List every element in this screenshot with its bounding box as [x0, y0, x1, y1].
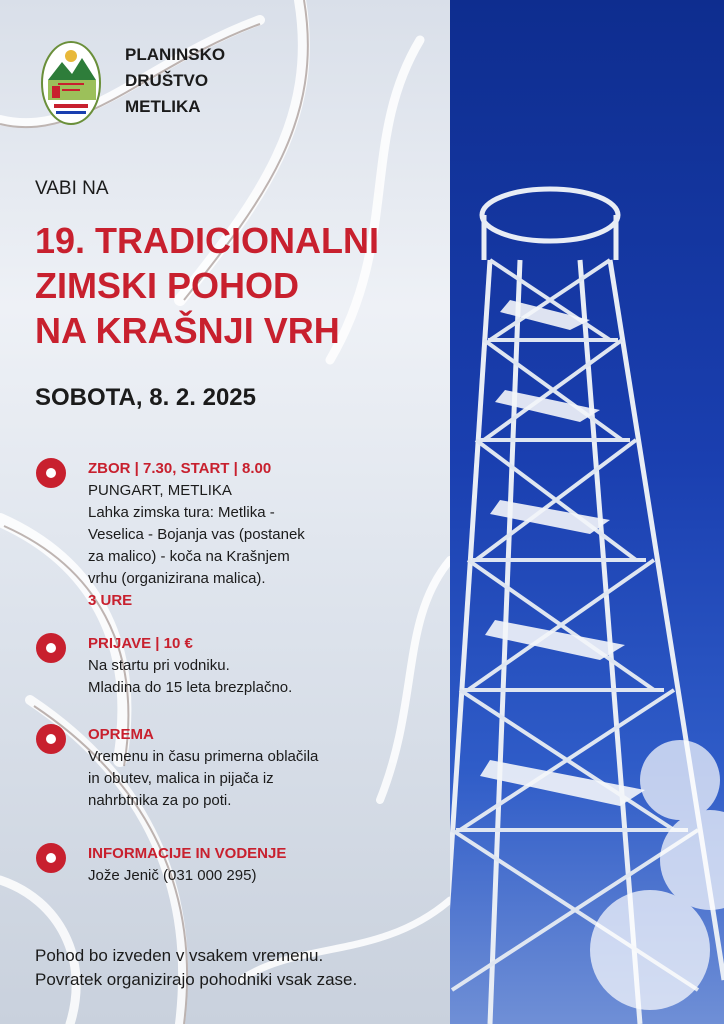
equipment-heading: OPREMA — [88, 726, 154, 743]
registration-heading: PRIJAVE — [88, 635, 152, 652]
equipment-line-3: nahrbtnika za po poti. — [88, 792, 232, 809]
route-line-3: za malico) - koča na Krašnjem — [88, 548, 290, 565]
route-line-4: vrhu (organizirana malica). — [88, 570, 266, 587]
red-circle-bullet-icon — [36, 633, 66, 663]
lookout-tower-photo — [450, 0, 724, 1024]
footer-note — [35, 944, 357, 992]
info-section — [36, 843, 436, 891]
organization-line-1: PLANINSKO — [125, 45, 226, 64]
registration-line-2: Mladina do 15 leta brezplačno. — [88, 679, 293, 696]
route-line-1: Lahka zimska tura: Metlika - — [88, 504, 275, 521]
meeting-time: | 7.30, — [134, 460, 177, 477]
registration-price: | 10 € — [155, 635, 193, 652]
club-logo — [40, 40, 102, 126]
registration-line-1: Na startu pri vodniku. — [88, 657, 230, 674]
red-circle-bullet-icon — [36, 458, 66, 488]
meeting-heading: ZBOR — [88, 460, 131, 477]
footer-line-2: Povratek organizirajo pohodniki vsak zase. — [35, 970, 358, 989]
equipment-line-1: Vremenu in času primerna oblačila — [88, 748, 319, 765]
event-title — [35, 218, 445, 353]
footer-line-1: Pohod bo izveden v vsakem vremenu. — [35, 946, 324, 965]
meeting-location: PUNGART, METLIKA — [88, 482, 232, 499]
registration-section — [36, 633, 436, 703]
start-heading: START — [180, 460, 230, 477]
intro-text: VABI NA — [35, 178, 109, 199]
info-contact: Jože Jenič (031 000 295) — [88, 867, 257, 884]
info-heading: INFORMACIJE IN VODENJE — [88, 845, 287, 862]
equipment-section — [36, 724, 436, 816]
equipment-line-2: in obutev, malica in pijača iz — [88, 770, 274, 787]
red-circle-bullet-icon — [36, 843, 66, 873]
meeting-section — [36, 458, 436, 618]
duration: 3 URE — [88, 592, 133, 609]
event-date: SOBOTA, 8. 2. 2025 — [35, 384, 256, 411]
event-title-line-2: ZIMSKI POHOD — [35, 265, 300, 306]
red-circle-bullet-icon — [36, 724, 66, 754]
start-time: | 8.00 — [233, 460, 272, 477]
event-title-line-3: NA KRAŠNJI VRH — [35, 310, 340, 351]
event-title-line-1: 19. TRADICIONALNI — [35, 220, 380, 261]
organization-name — [125, 42, 225, 120]
organization-line-3: METLIKA — [125, 97, 201, 116]
route-line-2: Veselica - Bojanja vas (postanek — [88, 526, 305, 543]
organization-line-2: DRUŠTVO — [125, 71, 209, 90]
steel-tower-graphic — [450, 0, 724, 1024]
